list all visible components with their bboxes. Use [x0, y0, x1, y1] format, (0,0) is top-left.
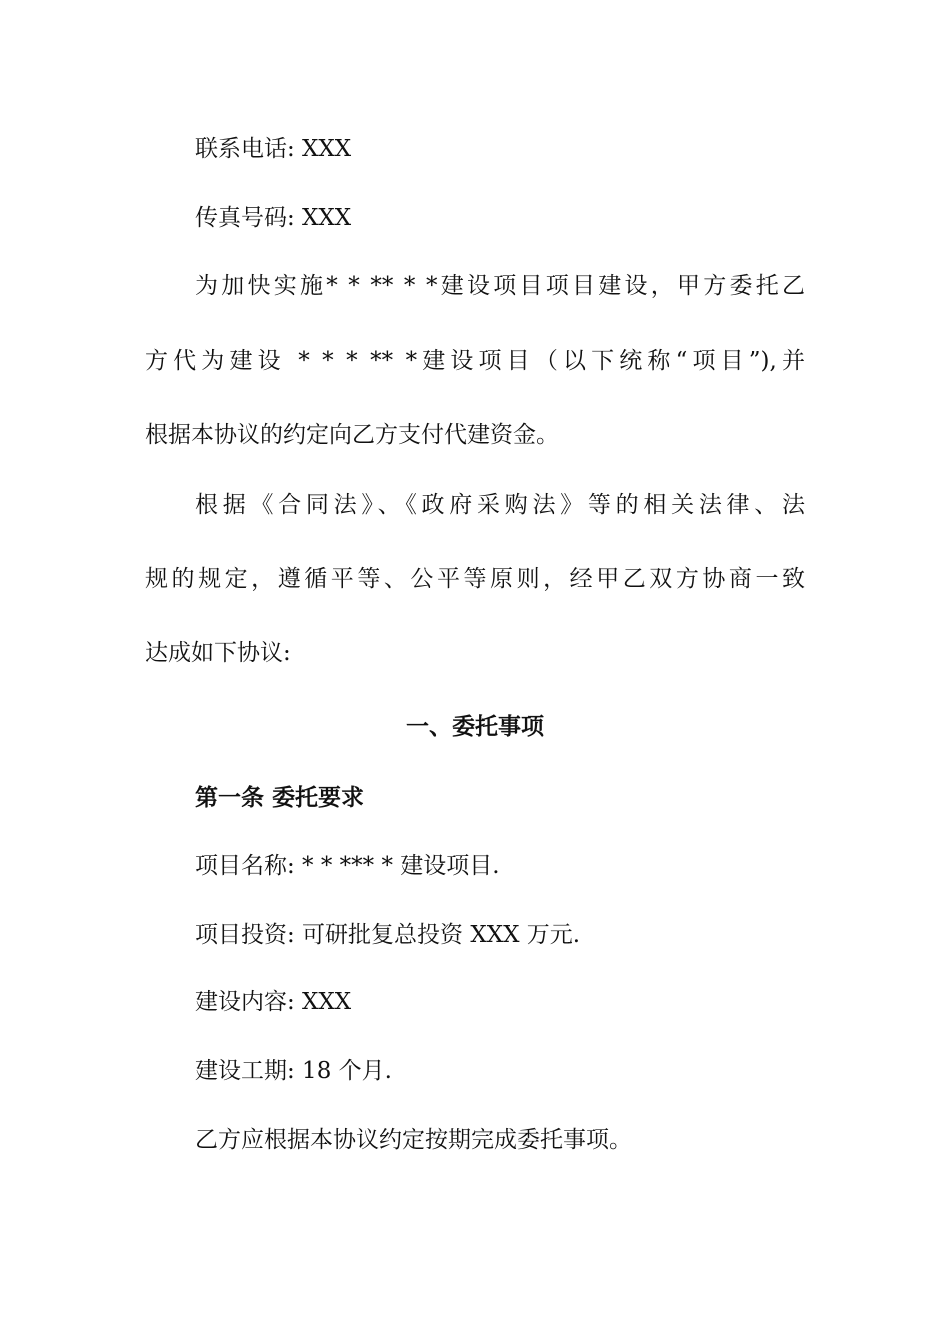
article-title: 第一条 委托要求: [195, 784, 365, 811]
intro-paragraph-2-line-2: 规的规定，遵循平等、公平等原则，经甲乙双方协商一致: [145, 566, 805, 592]
obligation-statement: 乙方应根据本协议约定按期完成委托事项。: [195, 1127, 632, 1153]
project-name: 项目名称: * * *** * 建设项目.: [195, 853, 500, 879]
intro-paragraph-1-line-1: 为加快实施* * ** * *建设项目项目建设，甲方委托乙: [195, 273, 805, 299]
project-investment: 项目投资: 可研批复总投资 XXX 万元.: [195, 922, 581, 948]
construction-content: 建设内容: XXX: [195, 989, 352, 1015]
intro-paragraph-1-line-3: 根据本协议的约定向乙方支付代建资金。: [145, 422, 559, 448]
construction-period: 建设工期: 18 个月.: [195, 1058, 392, 1084]
intro-paragraph-2-line-3: 达成如下协议:: [145, 640, 291, 666]
intro-paragraph-2-line-1: 根据《合同法》、《政府采购法》等的相关法律、法: [195, 492, 805, 518]
section-heading: 一、委托事项: [406, 713, 544, 740]
contact-phone: 联系电话: XXX: [195, 136, 352, 162]
contact-fax: 传真号码: XXX: [195, 205, 352, 231]
intro-paragraph-1-line-2: 方代为建设 * * * ** *建设项目（以下统称“项目”),并: [145, 348, 805, 374]
